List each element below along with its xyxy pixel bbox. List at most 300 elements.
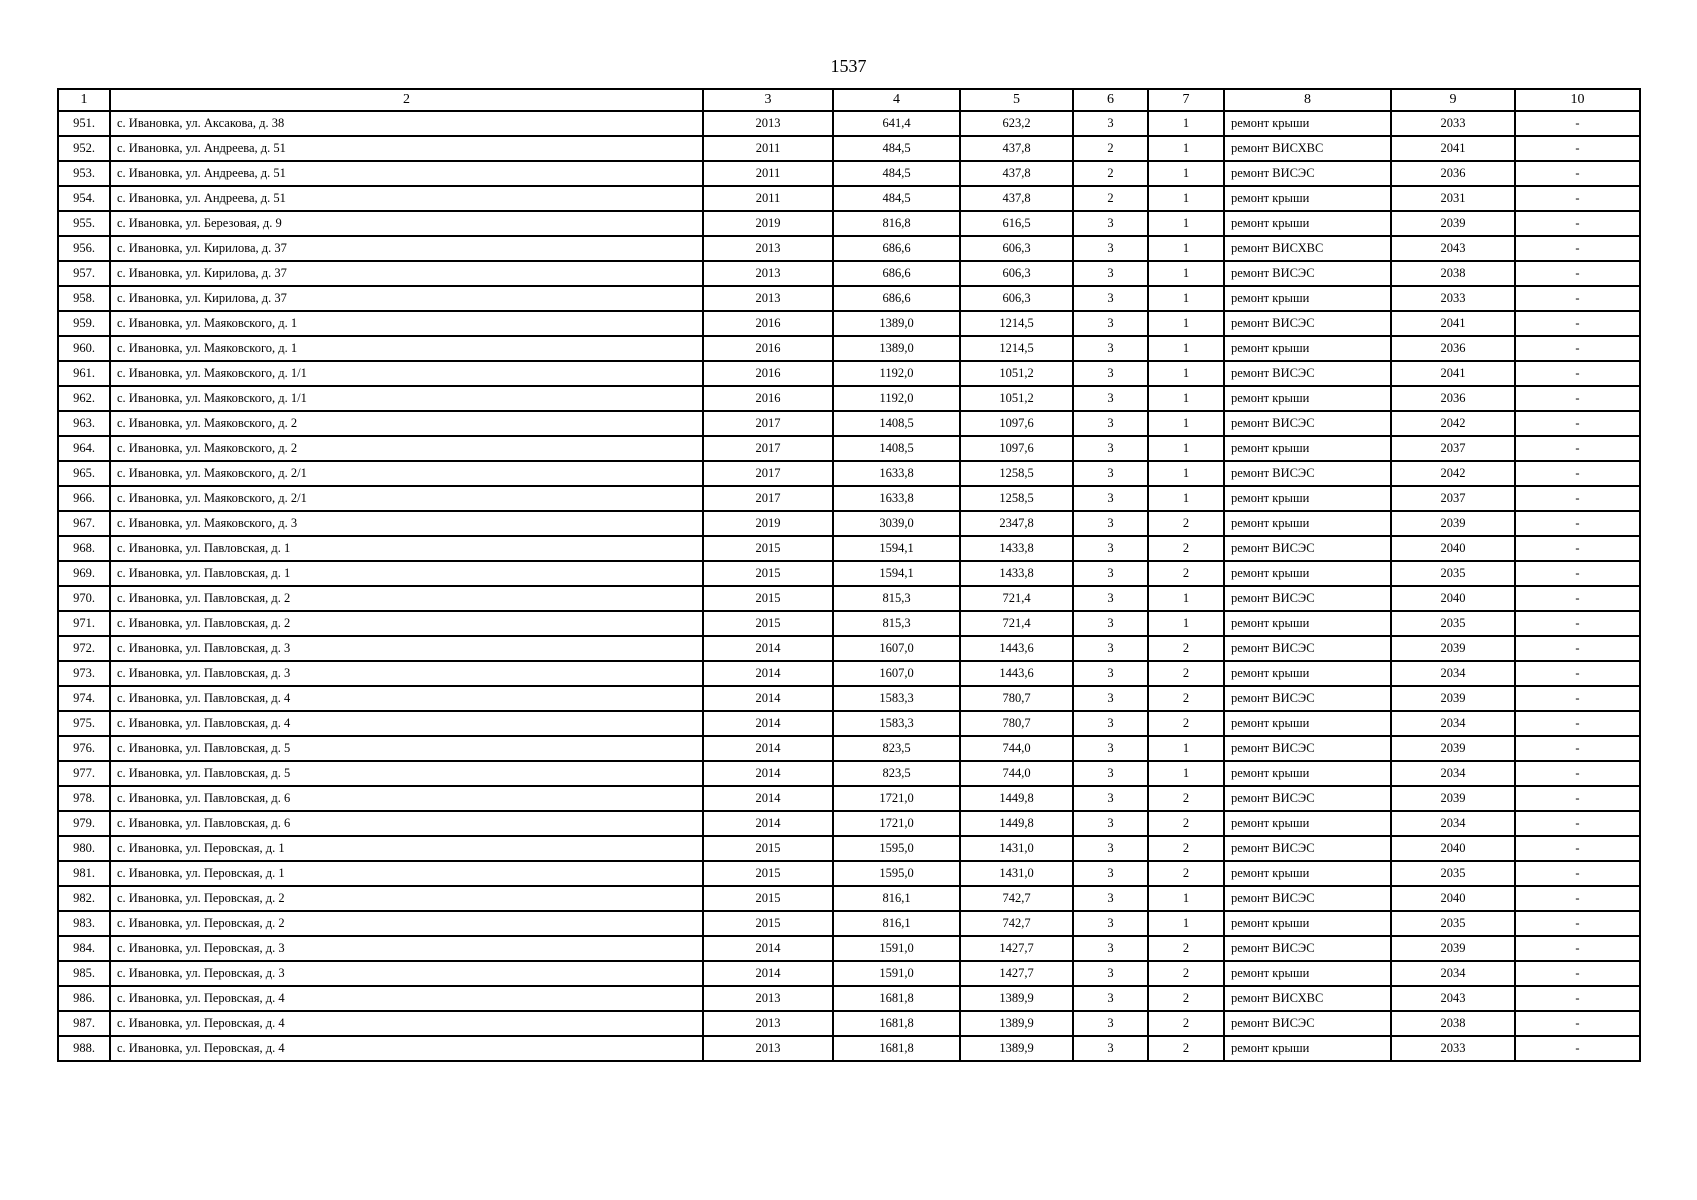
living-area-cell: 606,3 [960,261,1073,286]
table-row [58,486,1640,511]
work-type-cell: ремонт крыши [1224,186,1391,211]
total-area-cell: 1595,0 [833,836,960,861]
entrances-cell: 2 [1148,836,1224,861]
table-row [58,211,1640,236]
work-type-cell: ремонт ВИСХВС [1224,986,1391,1011]
total-area-cell: 1607,0 [833,636,960,661]
planned-year-cell: 2037 [1391,436,1515,461]
work-type-cell: ремонт крыши [1224,111,1391,136]
floors-cell: 3 [1073,211,1148,236]
planned-year-cell: 2039 [1391,636,1515,661]
entrances-cell: 1 [1148,886,1224,911]
total-area-cell: 815,3 [833,611,960,636]
living-area-cell: 1449,8 [960,811,1073,836]
table-row [58,386,1640,411]
note-cell: - [1515,936,1640,961]
note-cell: - [1515,1036,1640,1061]
planned-year-cell: 2035 [1391,861,1515,886]
entrances-cell: 1 [1148,161,1224,186]
planned-year-cell: 2033 [1391,286,1515,311]
year-cell: 2015 [703,536,833,561]
work-type-cell: ремонт крыши [1224,1036,1391,1061]
work-type-cell: ремонт ВИСХВС [1224,136,1391,161]
table-row [58,261,1640,286]
year-cell: 2014 [703,736,833,761]
row-number-cell: 984. [58,936,110,961]
address-cell: с. Ивановка, ул. Андреева, д. 51 [110,136,703,161]
page-number: 1537 [830,56,867,76]
note-cell: - [1515,886,1640,911]
total-area-cell: 1595,0 [833,861,960,886]
floors-cell: 3 [1073,1036,1148,1061]
living-area-cell: 606,3 [960,286,1073,311]
floors-cell: 3 [1073,761,1148,786]
address-cell: с. Ивановка, ул. Перовская, д. 3 [110,961,703,986]
total-area-cell: 815,3 [833,586,960,611]
entrances-cell: 2 [1148,961,1224,986]
living-area-cell: 1433,8 [960,561,1073,586]
floors-cell: 3 [1073,936,1148,961]
work-type-cell: ремонт ВИСЭС [1224,736,1391,761]
living-area-cell: 1097,6 [960,436,1073,461]
year-cell: 2011 [703,136,833,161]
planned-year-cell: 2036 [1391,161,1515,186]
total-area-cell: 1583,3 [833,686,960,711]
floors-cell: 3 [1073,611,1148,636]
living-area-cell: 606,3 [960,236,1073,261]
work-type-cell: ремонт ВИСЭС [1224,161,1391,186]
total-area-cell: 816,1 [833,911,960,936]
entrances-cell: 2 [1148,511,1224,536]
table-row [58,186,1640,211]
year-cell: 2014 [703,811,833,836]
address-cell: с. Ивановка, ул. Маяковского, д. 2/1 [110,461,703,486]
floors-cell: 3 [1073,561,1148,586]
entrances-cell: 1 [1148,261,1224,286]
living-area-cell: 744,0 [960,736,1073,761]
note-cell: - [1515,336,1640,361]
row-number-cell: 982. [58,886,110,911]
table-row [58,136,1640,161]
entrances-cell: 2 [1148,811,1224,836]
total-area-cell: 1594,1 [833,536,960,561]
total-area-cell: 686,6 [833,286,960,311]
row-number-cell: 971. [58,611,110,636]
total-area-cell: 641,4 [833,111,960,136]
note-cell: - [1515,1011,1640,1036]
year-cell: 2019 [703,211,833,236]
row-number-cell: 976. [58,736,110,761]
year-cell: 2014 [703,786,833,811]
address-cell: с. Ивановка, ул. Перовская, д. 4 [110,1011,703,1036]
table-row [58,561,1640,586]
living-area-cell: 744,0 [960,761,1073,786]
table-row [58,686,1640,711]
total-area-cell: 484,5 [833,186,960,211]
address-cell: с. Ивановка, ул. Павловская, д. 1 [110,561,703,586]
entrances-cell: 2 [1148,861,1224,886]
address-cell: с. Ивановка, ул. Павловская, д. 3 [110,661,703,686]
note-cell: - [1515,536,1640,561]
planned-year-cell: 2033 [1391,111,1515,136]
total-area-cell: 1583,3 [833,711,960,736]
note-cell: - [1515,436,1640,461]
note-cell: - [1515,386,1640,411]
work-type-cell: ремонт крыши [1224,611,1391,636]
note-cell: - [1515,261,1640,286]
register-table [57,88,1641,1062]
living-area-cell: 1449,8 [960,786,1073,811]
living-area-cell: 437,8 [960,186,1073,211]
column-header: 5 [960,89,1073,111]
note-cell: - [1515,786,1640,811]
table-row [58,411,1640,436]
year-cell: 2014 [703,936,833,961]
planned-year-cell: 2042 [1391,461,1515,486]
table-row [58,936,1640,961]
floors-cell: 3 [1073,711,1148,736]
planned-year-cell: 2034 [1391,661,1515,686]
row-number-cell: 977. [58,761,110,786]
floors-cell: 3 [1073,911,1148,936]
row-number-cell: 980. [58,836,110,861]
year-cell: 2014 [703,761,833,786]
work-type-cell: ремонт ВИСХВС [1224,236,1391,261]
total-area-cell: 816,1 [833,886,960,911]
address-cell: с. Ивановка, ул. Маяковского, д. 2 [110,436,703,461]
row-number-cell: 983. [58,911,110,936]
year-cell: 2016 [703,336,833,361]
row-number-cell: 966. [58,486,110,511]
table-row [58,836,1640,861]
note-cell: - [1515,736,1640,761]
note-cell: - [1515,586,1640,611]
planned-year-cell: 2040 [1391,586,1515,611]
entrances-cell: 2 [1148,536,1224,561]
entrances-cell: 1 [1148,111,1224,136]
note-cell: - [1515,611,1640,636]
year-cell: 2014 [703,661,833,686]
address-cell: с. Ивановка, ул. Павловская, д. 3 [110,636,703,661]
floors-cell: 3 [1073,986,1148,1011]
floors-cell: 3 [1073,836,1148,861]
floors-cell: 3 [1073,511,1148,536]
table-row [58,811,1640,836]
planned-year-cell: 2038 [1391,1011,1515,1036]
total-area-cell: 1721,0 [833,811,960,836]
address-cell: с. Ивановка, ул. Кирилова, д. 37 [110,286,703,311]
entrances-cell: 1 [1148,236,1224,261]
living-area-cell: 1427,7 [960,936,1073,961]
table-row [58,111,1640,136]
floors-cell: 3 [1073,786,1148,811]
year-cell: 2017 [703,486,833,511]
row-number-cell: 978. [58,786,110,811]
entrances-cell: 1 [1148,736,1224,761]
entrances-cell: 1 [1148,611,1224,636]
note-cell: - [1515,186,1640,211]
year-cell: 2013 [703,261,833,286]
living-area-cell: 1427,7 [960,961,1073,986]
table-row [58,611,1640,636]
table-row [58,461,1640,486]
row-number-cell: 969. [58,561,110,586]
address-cell: с. Ивановка, ул. Березовая, д. 9 [110,211,703,236]
work-type-cell: ремонт крыши [1224,711,1391,736]
planned-year-cell: 2034 [1391,811,1515,836]
table-row [58,761,1640,786]
planned-year-cell: 2039 [1391,736,1515,761]
address-cell: с. Ивановка, ул. Перовская, д. 2 [110,911,703,936]
floors-cell: 3 [1073,661,1148,686]
column-header: 7 [1148,89,1224,111]
note-cell: - [1515,686,1640,711]
row-number-cell: 953. [58,161,110,186]
planned-year-cell: 2042 [1391,411,1515,436]
work-type-cell: ремонт ВИСЭС [1224,786,1391,811]
entrances-cell: 2 [1148,936,1224,961]
year-cell: 2013 [703,986,833,1011]
work-type-cell: ремонт ВИСЭС [1224,261,1391,286]
work-type-cell: ремонт ВИСЭС [1224,1011,1391,1036]
planned-year-cell: 2039 [1391,211,1515,236]
entrances-cell: 2 [1148,636,1224,661]
planned-year-cell: 2036 [1391,336,1515,361]
planned-year-cell: 2031 [1391,186,1515,211]
column-header: 1 [58,89,110,111]
entrances-cell: 2 [1148,1011,1224,1036]
total-area-cell: 1591,0 [833,961,960,986]
year-cell: 2015 [703,861,833,886]
floors-cell: 3 [1073,286,1148,311]
total-area-cell: 1721,0 [833,786,960,811]
floors-cell: 3 [1073,236,1148,261]
planned-year-cell: 2037 [1391,486,1515,511]
planned-year-cell: 2036 [1391,386,1515,411]
address-cell: с. Ивановка, ул. Павловская, д. 2 [110,611,703,636]
note-cell: - [1515,836,1640,861]
work-type-cell: ремонт ВИСЭС [1224,461,1391,486]
planned-year-cell: 2035 [1391,611,1515,636]
table-row [58,536,1640,561]
table-row [58,911,1640,936]
planned-year-cell: 2039 [1391,936,1515,961]
floors-cell: 3 [1073,961,1148,986]
living-area-cell: 1097,6 [960,411,1073,436]
living-area-cell: 1051,2 [960,361,1073,386]
table-row [58,1036,1640,1061]
note-cell: - [1515,411,1640,436]
table-header-row [58,89,1640,111]
floors-cell: 3 [1073,386,1148,411]
entrances-cell: 1 [1148,411,1224,436]
address-cell: с. Ивановка, ул. Павловская, д. 6 [110,811,703,836]
table-row [58,161,1640,186]
row-number-cell: 958. [58,286,110,311]
table-row [58,436,1640,461]
planned-year-cell: 2033 [1391,1036,1515,1061]
year-cell: 2017 [703,436,833,461]
planned-year-cell: 2039 [1391,786,1515,811]
total-area-cell: 1408,5 [833,436,960,461]
total-area-cell: 484,5 [833,161,960,186]
total-area-cell: 686,6 [833,261,960,286]
floors-cell: 3 [1073,686,1148,711]
year-cell: 2014 [703,636,833,661]
row-number-cell: 963. [58,411,110,436]
entrances-cell: 1 [1148,211,1224,236]
planned-year-cell: 2034 [1391,711,1515,736]
address-cell: с. Ивановка, ул. Маяковского, д. 2/1 [110,486,703,511]
planned-year-cell: 2034 [1391,961,1515,986]
table-body [58,111,1640,1061]
year-cell: 2015 [703,586,833,611]
floors-cell: 3 [1073,111,1148,136]
entrances-cell: 1 [1148,586,1224,611]
address-cell: с. Ивановка, ул. Аксакова, д. 38 [110,111,703,136]
entrances-cell: 1 [1148,461,1224,486]
address-cell: с. Ивановка, ул. Павловская, д. 5 [110,761,703,786]
note-cell: - [1515,811,1640,836]
note-cell: - [1515,111,1640,136]
total-area-cell: 823,5 [833,761,960,786]
year-cell: 2017 [703,411,833,436]
entrances-cell: 1 [1148,386,1224,411]
work-type-cell: ремонт ВИСЭС [1224,536,1391,561]
living-area-cell: 616,5 [960,211,1073,236]
year-cell: 2013 [703,286,833,311]
year-cell: 2014 [703,686,833,711]
living-area-cell: 721,4 [960,611,1073,636]
work-type-cell: ремонт ВИСЭС [1224,586,1391,611]
address-cell: с. Ивановка, ул. Кирилова, д. 37 [110,236,703,261]
row-number-cell: 952. [58,136,110,161]
total-area-cell: 686,6 [833,236,960,261]
work-type-cell: ремонт ВИСЭС [1224,886,1391,911]
year-cell: 2013 [703,111,833,136]
row-number-cell: 979. [58,811,110,836]
entrances-cell: 2 [1148,561,1224,586]
living-area-cell: 1389,9 [960,1011,1073,1036]
table-row [58,311,1640,336]
living-area-cell: 1051,2 [960,386,1073,411]
floors-cell: 3 [1073,311,1148,336]
address-cell: с. Ивановка, ул. Маяковского, д. 2 [110,411,703,436]
row-number-cell: 970. [58,586,110,611]
floors-cell: 3 [1073,636,1148,661]
year-cell: 2016 [703,311,833,336]
entrances-cell: 1 [1148,136,1224,161]
row-number-cell: 960. [58,336,110,361]
entrances-cell: 2 [1148,786,1224,811]
note-cell: - [1515,311,1640,336]
column-header: 4 [833,89,960,111]
year-cell: 2016 [703,386,833,411]
living-area-cell: 1433,8 [960,536,1073,561]
note-cell: - [1515,861,1640,886]
work-type-cell: ремонт ВИСЭС [1224,636,1391,661]
table-row [58,336,1640,361]
planned-year-cell: 2038 [1391,261,1515,286]
row-number-cell: 954. [58,186,110,211]
year-cell: 2019 [703,511,833,536]
note-cell: - [1515,161,1640,186]
planned-year-cell: 2040 [1391,886,1515,911]
planned-year-cell: 2040 [1391,836,1515,861]
entrances-cell: 2 [1148,686,1224,711]
work-type-cell: ремонт крыши [1224,436,1391,461]
row-number-cell: 987. [58,1011,110,1036]
row-number-cell: 988. [58,1036,110,1061]
note-cell: - [1515,211,1640,236]
note-cell: - [1515,711,1640,736]
row-number-cell: 985. [58,961,110,986]
planned-year-cell: 2043 [1391,236,1515,261]
living-area-cell: 1258,5 [960,486,1073,511]
living-area-cell: 780,7 [960,686,1073,711]
row-number-cell: 951. [58,111,110,136]
column-header: 10 [1515,89,1640,111]
total-area-cell: 1681,8 [833,986,960,1011]
note-cell: - [1515,461,1640,486]
total-area-cell: 1681,8 [833,1036,960,1061]
address-cell: с. Ивановка, ул. Перовская, д. 4 [110,986,703,1011]
living-area-cell: 742,7 [960,911,1073,936]
year-cell: 2015 [703,911,833,936]
floors-cell: 3 [1073,411,1148,436]
table-row [58,236,1640,261]
total-area-cell: 1389,0 [833,336,960,361]
year-cell: 2017 [703,461,833,486]
living-area-cell: 1443,6 [960,661,1073,686]
row-number-cell: 962. [58,386,110,411]
entrances-cell: 1 [1148,311,1224,336]
note-cell: - [1515,361,1640,386]
work-type-cell: ремонт ВИСЭС [1224,686,1391,711]
planned-year-cell: 2040 [1391,536,1515,561]
row-number-cell: 956. [58,236,110,261]
year-cell: 2015 [703,561,833,586]
column-header: 6 [1073,89,1148,111]
address-cell: с. Ивановка, ул. Маяковского, д. 1 [110,336,703,361]
planned-year-cell: 2041 [1391,311,1515,336]
work-type-cell: ремонт ВИСЭС [1224,836,1391,861]
planned-year-cell: 2035 [1391,561,1515,586]
work-type-cell: ремонт крыши [1224,561,1391,586]
work-type-cell: ремонт крыши [1224,486,1391,511]
living-area-cell: 1431,0 [960,836,1073,861]
total-area-cell: 816,8 [833,211,960,236]
planned-year-cell: 2034 [1391,761,1515,786]
year-cell: 2013 [703,236,833,261]
note-cell: - [1515,761,1640,786]
year-cell: 2015 [703,886,833,911]
living-area-cell: 437,8 [960,161,1073,186]
living-area-cell: 721,4 [960,586,1073,611]
planned-year-cell: 2041 [1391,136,1515,161]
column-header: 9 [1391,89,1515,111]
floors-cell: 3 [1073,1011,1148,1036]
living-area-cell: 742,7 [960,886,1073,911]
column-header: 3 [703,89,833,111]
work-type-cell: ремонт крыши [1224,811,1391,836]
address-cell: с. Ивановка, ул. Маяковского, д. 3 [110,511,703,536]
table-row [58,736,1640,761]
table-row [58,636,1640,661]
work-type-cell: ремонт ВИСЭС [1224,936,1391,961]
entrances-cell: 1 [1148,286,1224,311]
address-cell: с. Ивановка, ул. Перовская, д. 2 [110,886,703,911]
